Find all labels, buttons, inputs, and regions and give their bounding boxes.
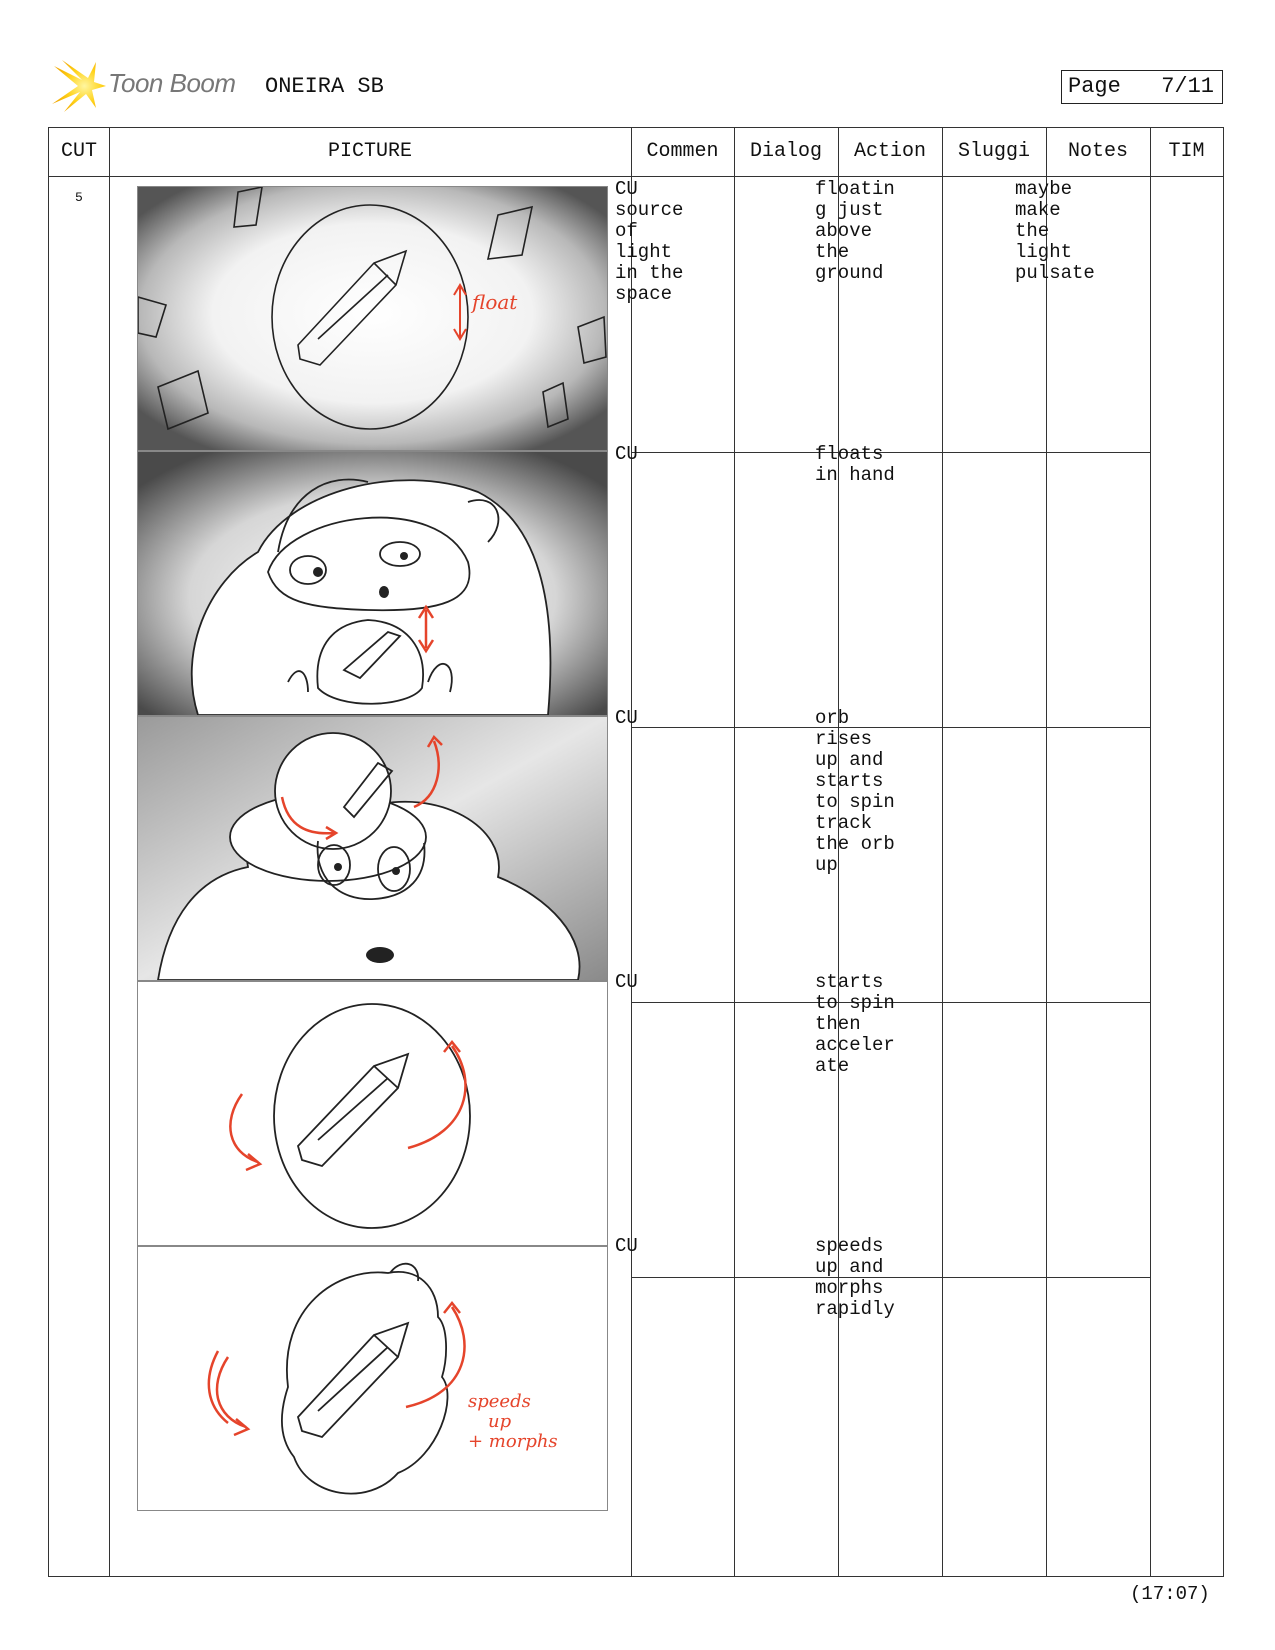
brand-name: Toon Boom: [108, 68, 236, 98]
storyboard-table: [48, 127, 1224, 1577]
panel-3-action: orb rises up and starts to spin track the orb up: [815, 707, 895, 876]
page-label: Page: [1068, 74, 1121, 99]
panel-3-comment: CU: [615, 707, 638, 729]
column-divider: [631, 128, 632, 1576]
svg-text:speeds: speeds: [468, 1391, 531, 1412]
panel-4-comment: CU: [615, 971, 638, 993]
orb-rising-spinning-sketch: [138, 717, 607, 980]
col-header-notes: Notes: [1067, 140, 1128, 163]
column-divider: [109, 128, 110, 1576]
panel-4-action: starts to spin then acceler ate: [815, 971, 895, 1077]
cut-number: 5: [75, 190, 83, 205]
column-divider: [734, 128, 735, 1576]
timecode: (17:07): [1130, 1583, 1210, 1605]
panel-2-action: floats in hand: [815, 443, 895, 486]
header-divider: [49, 176, 1223, 177]
storyboard-panel-5: [137, 1246, 608, 1511]
storyboard-panel-1: [137, 186, 608, 451]
col-header-picture: PICTURE: [327, 140, 412, 163]
project-title: ONEIRA SB: [265, 74, 384, 99]
col-header-action: Action: [853, 140, 926, 163]
column-divider: [942, 128, 943, 1576]
panel-2-comment: CU: [615, 443, 638, 465]
crystal-orb-floating-sketch: [138, 187, 607, 450]
orb-morphing-sketch: [138, 1247, 607, 1510]
svg-text:+ morphs: + morphs: [468, 1431, 558, 1452]
column-divider: [1150, 128, 1151, 1576]
col-header-comment: Commen: [646, 140, 719, 163]
storyboard-panel-3: [137, 716, 608, 981]
panel-5-action: speeds up and morphs rapidly: [815, 1235, 895, 1320]
page-number: 7/11: [1161, 74, 1214, 99]
float-annotation: float: [472, 290, 518, 314]
col-header-dialog: Dialog: [749, 140, 822, 163]
page-indicator: [1061, 70, 1223, 104]
col-header-timing: TIM: [1168, 140, 1205, 163]
col-header-slugline: Sluggi: [957, 140, 1030, 163]
starburst-icon: [52, 58, 108, 114]
storyboard-panel-4: [137, 981, 608, 1246]
panel-1-comment: CU source of light in the space: [615, 178, 684, 305]
storyboard-panel-2: [137, 451, 608, 716]
girl-holding-orb-sketch: [138, 452, 607, 715]
toon-boom-logo: [52, 58, 252, 114]
panel-1-notes: maybe make the light pulsate: [1015, 178, 1095, 284]
svg-text:up: up: [488, 1411, 512, 1432]
panel-1-action: floatin g just above the ground: [815, 178, 895, 284]
col-header-cut: CUT: [60, 140, 97, 163]
panel-5-comment: CU: [615, 1235, 638, 1257]
orb-spinning-accelerating-sketch: [138, 982, 607, 1245]
column-divider: [1046, 128, 1047, 1576]
